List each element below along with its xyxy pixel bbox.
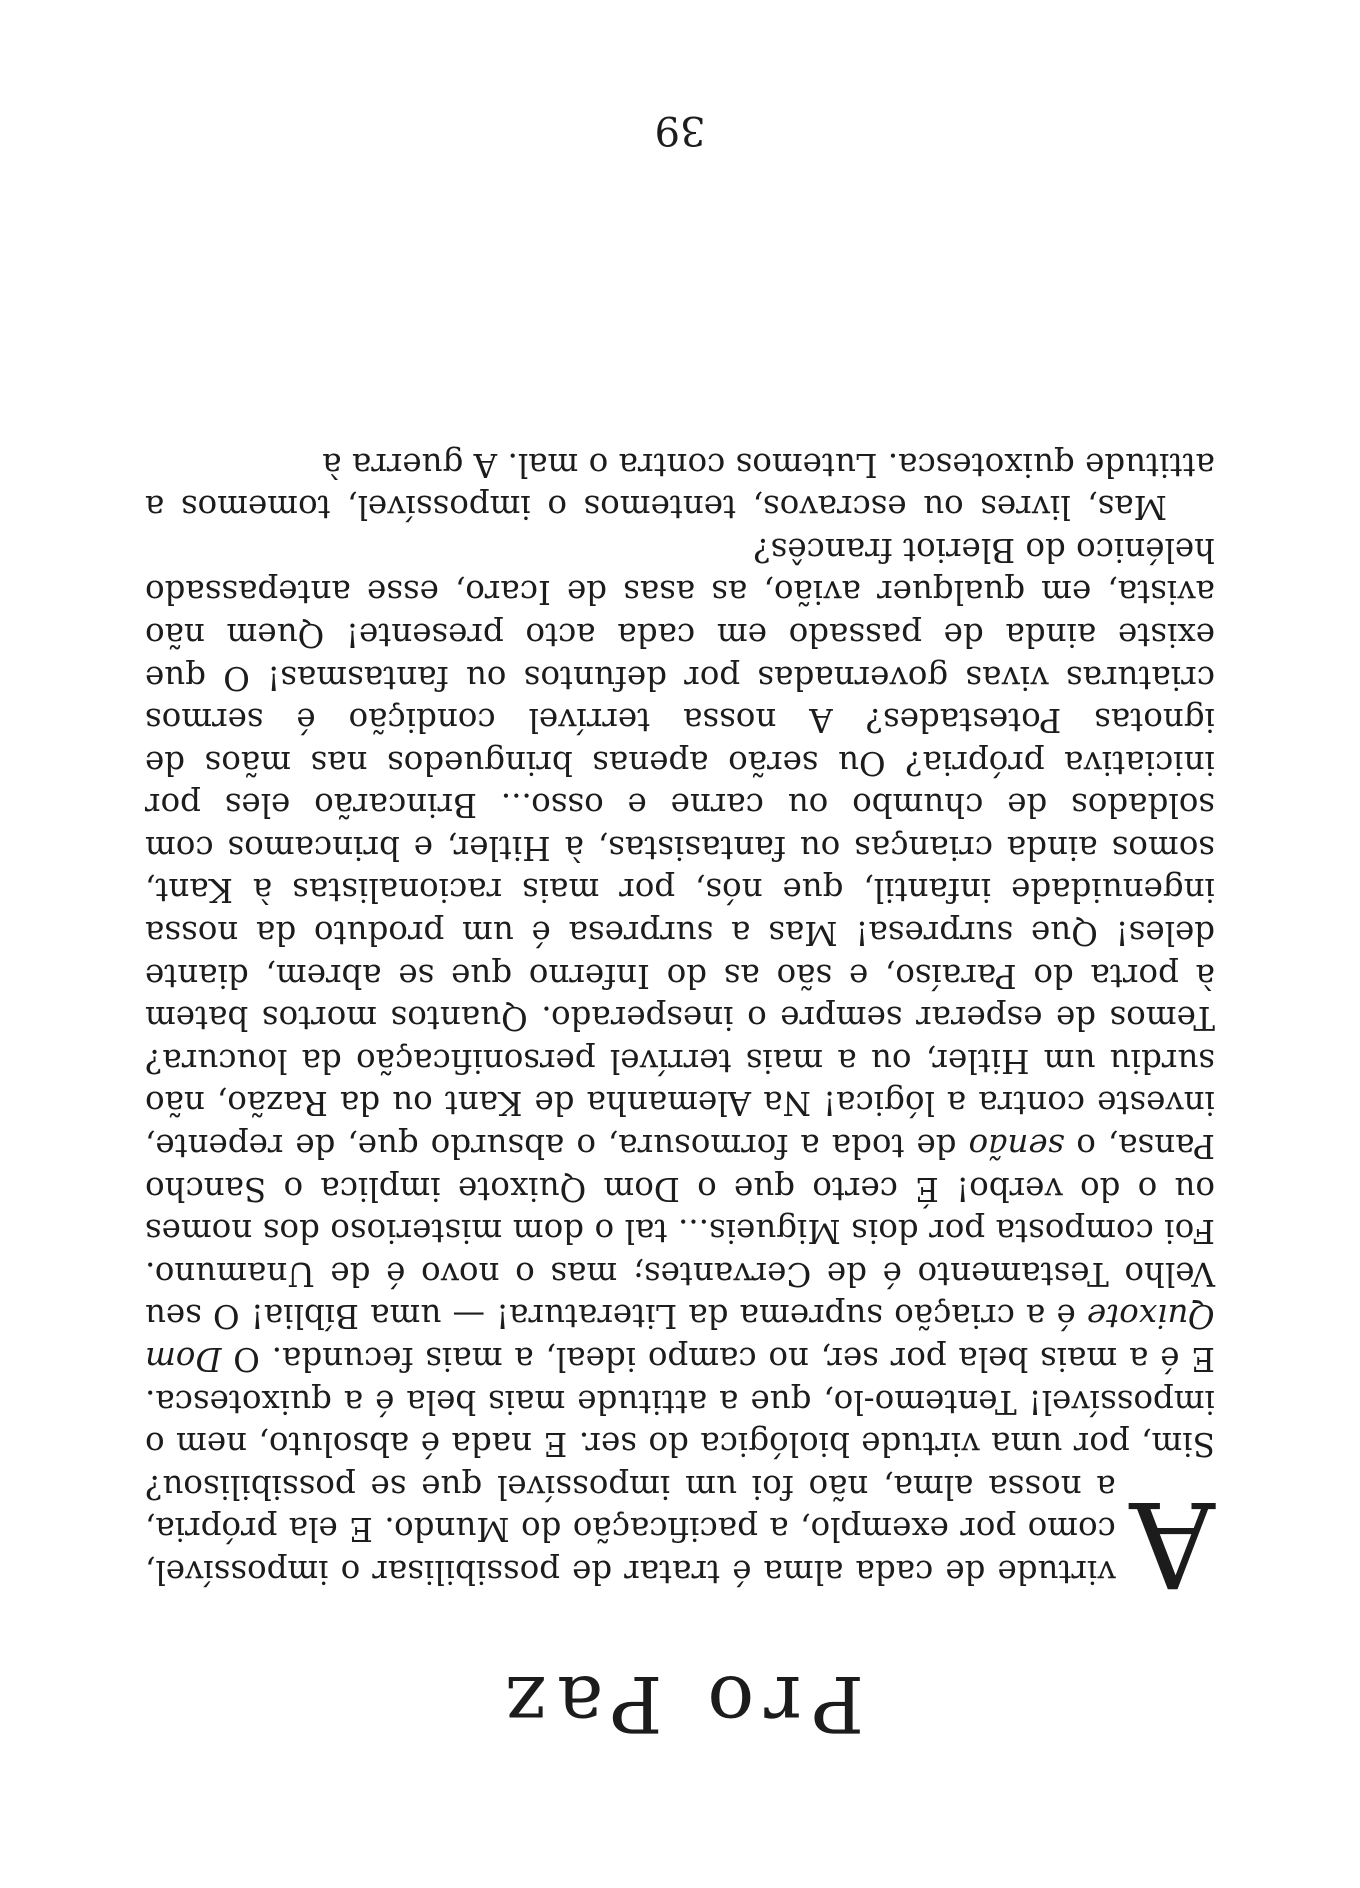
italic-senao: senão [968,1127,1065,1166]
page-title: Pro Paz [495,1658,865,1748]
paragraph-1-part-b: é a criação suprema da Literatura! — uma Bíblia! O seu Velho Testamento é de Cervantes; mas o novo é de Unamuno. Foi composta por dois Migueis... tal o dom misterioso dos nomes ou o do verbo! É certo que o Dom Quixote implica o Sancho Pansa, o [145,1127,1215,1336]
italic-dom-quixote: Dom Quixote [145,1297,1215,1379]
page-number: 39 [654,107,706,153]
body-text [145,443,1215,1613]
paragraph-2: Mas, livres ou escravos, tentemos o impossível, tomemos a attitude quixotesca. Lutemos contra o mal. A guerra à [145,445,1215,527]
drop-cap: A [1129,1475,1215,1613]
paragraph-1-part-a: virtude de cada alma é tratar de possibilisar o impossível, como por exemplo, a pacificação do Mundo. E ela própria, a nossa alma, não foi um impossível que se possibilisou? Sim, por uma virtude biológica do ser. E nada é absoluto, nem o impossível! Tentemo-lo, que a attitude mais bela é a quixotesca. E é a mais bela por ser, no campo ideal, a mais fecunda. O [145,1340,1215,1591]
paragraph-1 [145,528,1215,1613]
paragraph-1-part-c: de toda a formosura, o absurdo que, de repente, investe contra a lógica! Na Alemanha de Kant ou da Razão, não surdiu um Hitler, ou a mais terrível personificação da loucura? Temos de esperar sempre o inesperado. Quantos mortos batem à porta do Paraíso, e são as do Inferno que se abrem, diante deles! Que surpresa! Mas a surpresa é um produto da nossa ingenuidade infantil, que nós, por mais racionalistas à Kant, somos ainda crianças ou fantasistas, à Hitler, e brincamos com soldados de chumbo ou carne e osso... Brincarão eles por iniciativa própria? Ou serão apenas bringuedos nas mãos de ignotas Potestades? A nossa terrível condição é sermos criaturas vivas governadas por defuntos ou fantasmas! O que existe ainda de passado em cada acto presente! Quem não avista, em qualquer avião, as asas de Icaro, esse antepassado helénico do Bleriot francês? [145,530,1215,1166]
